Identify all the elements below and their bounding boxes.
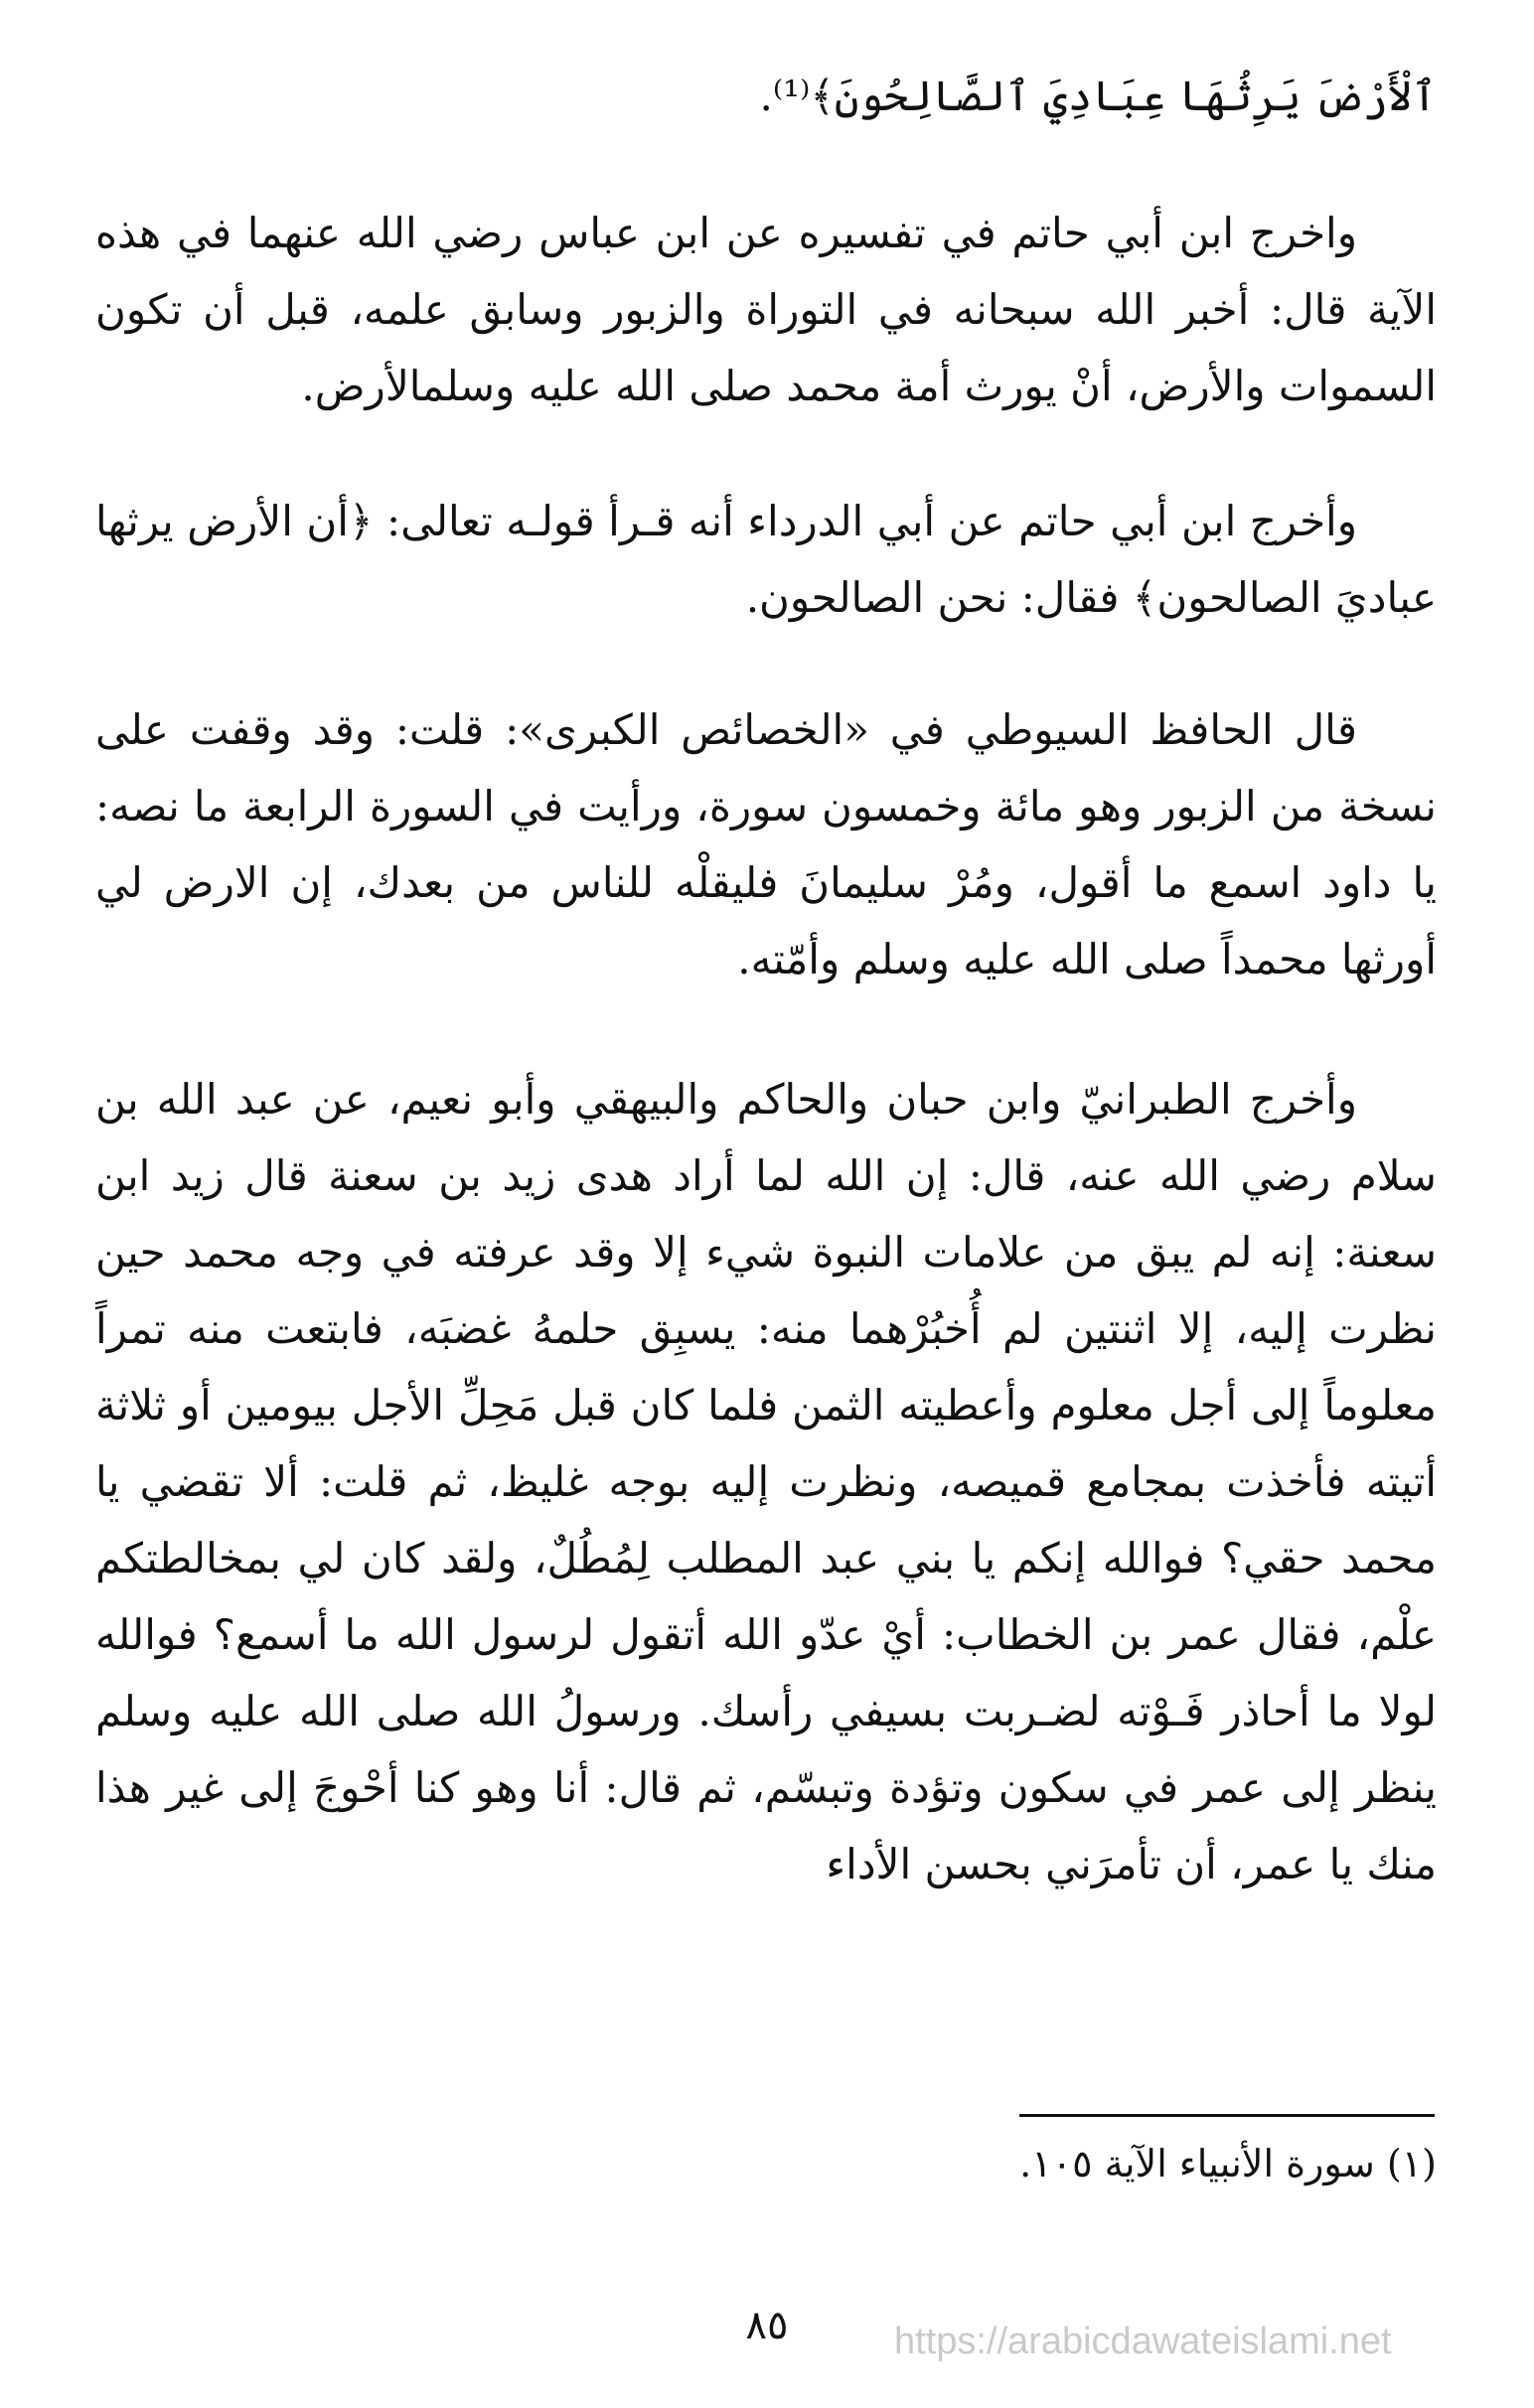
page-number: ٨٥ [745, 2303, 789, 2348]
paragraph-abu-darda: وأخرج ابن أبي حاتم عن أبي الدرداء أنه قـرأ قولـه تعالى: ﴿أن الأرض يرثها عباديَ الصالحون﴾ فقال: نحن الصالحون. [95, 497, 1437, 622]
verse-continuation: ٱلْأَرْضَ يَرِثُهَا عِبَادِيَ ٱلصَّالِحُونَ﴾⁽¹⁾. [759, 72, 1437, 120]
paragraph-suyuti: قال الحافظ السيوطي في «الخصائص الكبرى»: قلت: وقد وقفت على نسخة من الزبور وهو مائة وخمسون سورة، ورأيت في السورة الرابعة ما نصه: يا داود اسمع ما أقول، ومُرْ سليمانَ فليقلْه للناس من بعدك، إن الارض لي أورثها محمداً صلى الله عليه وسلم وأمّته. [95, 705, 1437, 983]
watermark-url: https://arabicdawateislami.net [894, 2321, 1392, 2362]
footnote-divider [1019, 2114, 1435, 2117]
paragraph-zayd-bin-saana: وأخرج الطبرانيّ وابن حبان والحاكم والبيهقي وأبو نعيم، عن عبد الله بن سلام رضي الله عنه، قال: إن الله لما أراد هدى زيد بن سعنة قال زيد ابن سعنة: إنه لم يبق من علامات النبوة شيء إلا وقد عرفته في وجه محمد حين نظرت إليه، إلا اثنتين لم أُخبُرْهما منه: يسبِق حلمهُ غضبَه، فابتعت منه تمراً معلوماً إلى أجل معلوم وأعطيته الثمن فلما كان قبل مَحِلِّ الأجل بيومين أو ثلاثة أتيته فأخذت بمجامع قميصه، ونظرت إليه بوجه غليظ، ثم قلت: ألا تقضي يا محمد حقي؟ فوالله إنكم يا بني عبد المطلب لِمُطُلٌ، ولقد كان لي بمخالطتكم علْم، فقال عمر بن الخطاب: أيْ عدّو الله أتقول لرسول الله ما أسمع؟ فوالله لولا ما أحاذر فَـوْته لضـربت بسيفي رأسك. ورسولُ الله صلى الله عليه وسلم ينظر إلى عمر في سكون وتؤدة وتبسّم، ثم قال: أنا وهو كنا أحْوجَ إلى غير هذا منك يا عمر، أن تأمرَني بحسن الأداء [95, 1075, 1437, 1888]
footnote: (١) سورة الأنبياء الآية ١٠٥. [1019, 2142, 1437, 2185]
paragraph-ibn-abbas: واخرج ابن أبي حاتم في تفسيره عن ابن عباس رضي الله عنهما في هذه الآية قال: أخبر الله سبحانه في التوراة والزبور وسابق علمه، قبل أن تكون السموات والأرض، أنْ يورث أمة محمد صلى الله عليه وسلمالأرض. [95, 209, 1437, 410]
